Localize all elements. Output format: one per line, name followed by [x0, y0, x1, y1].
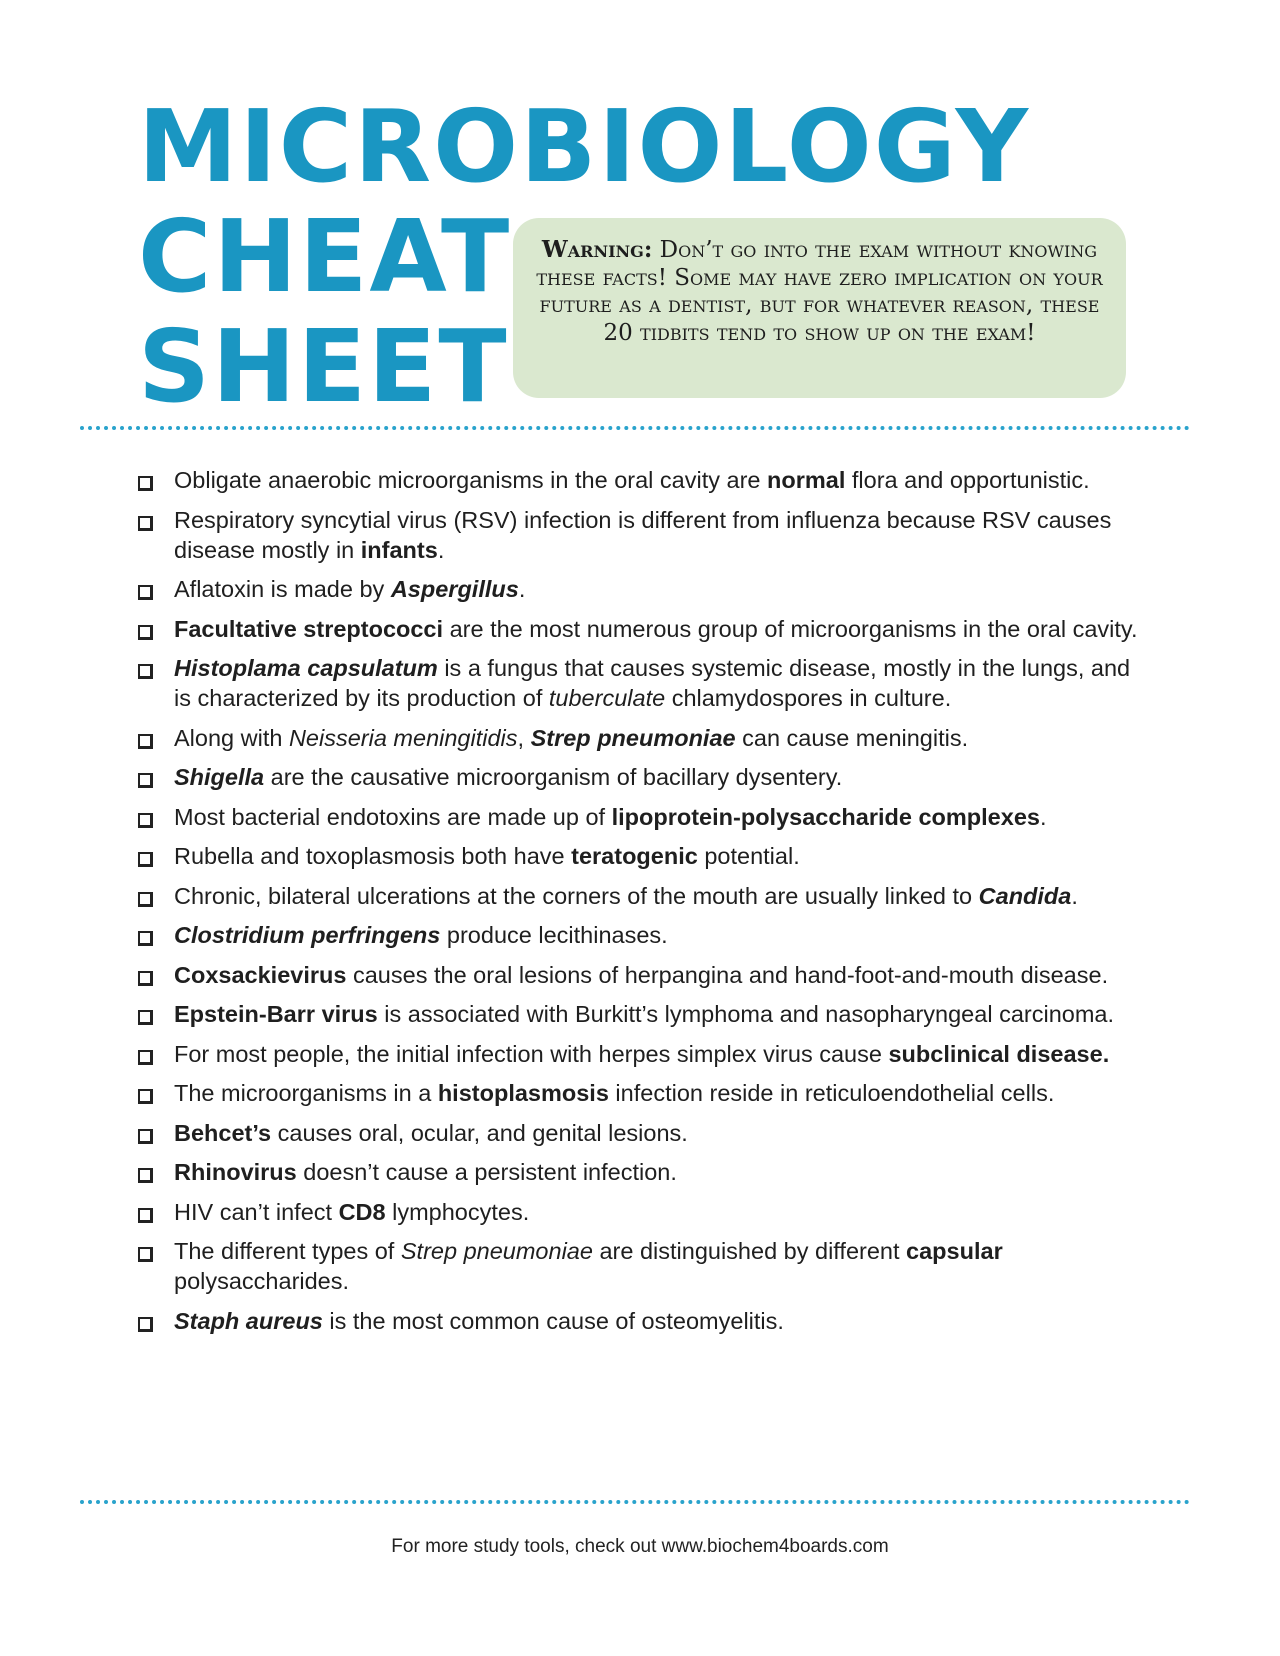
fact-run: are the most numerous group of microorganisms in the oral cavity.: [443, 615, 1138, 642]
fact-run: .: [518, 576, 526, 602]
fact-text: [174, 507, 1111, 563]
fact-emphasis: Histoplama capsulatum: [174, 655, 438, 681]
fact-text: [174, 1238, 1003, 1294]
facts-checklist: [136, 465, 1146, 1345]
checkbox-icon[interactable]: [138, 852, 153, 867]
fact-text: [174, 1001, 1114, 1027]
fact-run: Rubella and toxoplasmosis both have: [174, 843, 572, 869]
checkbox-icon[interactable]: [138, 773, 153, 788]
fact-text: [174, 576, 525, 602]
fact-emphasis: capsular: [906, 1238, 1003, 1264]
title-line-cheat: CHEAT: [138, 198, 512, 315]
fact-run: .: [1039, 803, 1047, 830]
fact-text: [174, 467, 1090, 493]
footer-study-tools: For more study tools, check out www.biochem4boards.com: [391, 1536, 889, 1557]
fact-emphasis: Facultative streptococci: [174, 615, 444, 642]
fact-text: [174, 1159, 677, 1185]
fact-item: [136, 614, 1146, 644]
fact-run: is the most common cause of osteomyelitis.: [322, 1307, 784, 1334]
fact-run: is a fungus that causes systemic disease, mostly in the lungs, and is characterized by its production of: [174, 655, 1131, 711]
fact-run: .: [1071, 882, 1078, 909]
fact-run: .: [437, 536, 445, 563]
checkbox-icon[interactable]: [138, 734, 153, 749]
fact-text: [174, 883, 1078, 909]
fact-emphasis: Epstein-Barr virus: [174, 1001, 378, 1027]
fact-emphasis: Candida: [978, 882, 1072, 909]
fact-emphasis: Staph aureus: [174, 1307, 323, 1334]
bottom-divider: [80, 1500, 1190, 1504]
fact-text: [174, 843, 800, 869]
fact-run: HIV can’t infect: [174, 1198, 339, 1225]
fact-run: Respiratory syncytial virus (RSV) infection is different from influenza because RSV causes disease mostly in: [174, 506, 1112, 563]
checkbox-icon[interactable]: [138, 664, 153, 679]
title-line-sheet: SHEET: [138, 308, 509, 425]
fact-text: [174, 922, 668, 948]
fact-item: [136, 723, 1146, 753]
fact-emphasis: lipoprotein-polysaccharide complexes: [611, 803, 1040, 830]
fact-item: [136, 1118, 1146, 1148]
fact-item: [136, 574, 1146, 604]
checkbox-icon[interactable]: [138, 625, 153, 640]
checkbox-icon[interactable]: [138, 1089, 153, 1104]
fact-emphasis: subclinical disease.: [888, 1040, 1110, 1067]
checkbox-icon[interactable]: [138, 516, 153, 531]
fact-emphasis: Aspergillus: [390, 576, 519, 602]
fact-text: [174, 616, 1137, 642]
fact-run: are the causative microorganism of bacillary dysentery.: [264, 764, 843, 790]
fact-run: Obligate anaerobic microorganisms in the oral cavity are: [174, 467, 767, 493]
checkbox-icon[interactable]: [138, 1010, 153, 1025]
fact-item: [136, 1039, 1146, 1069]
fact-text: [174, 1308, 784, 1334]
fact-item: [136, 1236, 1146, 1296]
warning-callout: [513, 218, 1126, 398]
fact-emphasis: Rhinovirus: [174, 1159, 297, 1185]
fact-run: infection reside in reticuloendothelial cells.: [608, 1080, 1055, 1106]
fact-item: [136, 802, 1146, 832]
fact-item: [136, 653, 1146, 713]
fact-emphasis: normal: [767, 467, 846, 493]
fact-item: [136, 841, 1146, 871]
checkbox-icon[interactable]: [138, 1050, 153, 1065]
fact-text: [174, 1199, 529, 1225]
checkbox-icon[interactable]: [138, 931, 153, 946]
fact-item: [136, 920, 1146, 950]
fact-emphasis: tuberculate: [548, 685, 666, 711]
fact-run: flora and opportunistic.: [845, 467, 1090, 493]
fact-emphasis: CD8: [338, 1198, 386, 1225]
fact-item: [136, 881, 1146, 911]
checkbox-icon[interactable]: [138, 1247, 153, 1262]
fact-run: doesn’t cause a persistent infection.: [296, 1159, 677, 1185]
title-line-microbiology: MICROBIOLOGY: [138, 88, 1031, 205]
fact-run: Along with: [174, 724, 289, 751]
checkbox-icon[interactable]: [138, 971, 153, 986]
fact-emphasis: Coxsackievirus: [174, 961, 347, 988]
checkbox-icon[interactable]: [138, 585, 153, 600]
fact-run: potential.: [697, 843, 800, 869]
fact-item: [136, 960, 1146, 990]
fact-text: [174, 1080, 1054, 1106]
fact-text: [174, 725, 968, 751]
fact-emphasis: Shigella: [174, 764, 265, 790]
checkbox-icon[interactable]: [138, 813, 153, 828]
fact-emphasis: infants: [360, 536, 438, 563]
fact-item: [136, 1078, 1146, 1108]
fact-run: Chronic, bilateral ulcerations at the corners of the mouth are usually linked to: [174, 882, 979, 909]
top-divider: [80, 426, 1190, 430]
fact-item: [136, 999, 1146, 1029]
fact-run: The different types of: [174, 1238, 401, 1264]
fact-text: [174, 764, 842, 790]
fact-run: can cause meningitis.: [735, 724, 969, 751]
fact-text: [174, 962, 1108, 988]
fact-run: causes the oral lesions of herpangina and hand-foot-and-mouth disease.: [346, 961, 1109, 988]
checkbox-icon[interactable]: [138, 1168, 153, 1183]
checkbox-icon[interactable]: [138, 1317, 153, 1332]
fact-text: [174, 655, 1130, 711]
checkbox-icon[interactable]: [138, 1208, 153, 1223]
fact-run: ,: [517, 724, 531, 751]
fact-item: [136, 465, 1146, 495]
fact-item: [136, 1157, 1146, 1187]
fact-text: [174, 804, 1047, 830]
checkbox-icon[interactable]: [138, 476, 153, 491]
fact-run: chlamydospores in culture.: [665, 685, 952, 711]
fact-run: polysaccharides.: [174, 1268, 350, 1294]
fact-emphasis: teratogenic: [571, 843, 698, 869]
fact-run: causes oral, ocular, and genital lesions.: [271, 1119, 688, 1146]
fact-run: lymphocytes.: [385, 1198, 530, 1225]
fact-emphasis: Clostridium perfringens: [174, 922, 441, 948]
checkbox-icon[interactable]: [138, 892, 153, 907]
fact-item: [136, 1197, 1146, 1227]
fact-emphasis: Strep pneumoniae: [400, 1238, 593, 1264]
fact-item: [136, 505, 1146, 565]
warning-label: Warning:: [541, 236, 653, 263]
fact-run: For most people, the initial infection with herpes simplex virus cause: [174, 1040, 889, 1067]
fact-emphasis: Behcet’s: [174, 1119, 272, 1146]
fact-text: [174, 1041, 1109, 1067]
fact-run: are distinguished by different: [592, 1238, 907, 1264]
fact-item: [136, 1306, 1146, 1336]
fact-emphasis: Neisseria meningitidis: [288, 724, 518, 751]
fact-run: Aflatoxin is made by: [174, 576, 391, 602]
fact-run: produce lecithinases.: [440, 922, 668, 948]
checkbox-icon[interactable]: [138, 1129, 153, 1144]
fact-run: Most bacterial endotoxins are made up of: [174, 803, 612, 830]
fact-text: [174, 1120, 688, 1146]
warning-text: Don’t go into the exam without knowing these facts! Some may have zero implication on your future as a dentist, but for whatever reason, these 20 tidbits tend to show up on the exam!: [536, 237, 1103, 346]
fact-emphasis: Strep pneumoniae: [530, 724, 736, 751]
fact-item: [136, 762, 1146, 792]
fact-emphasis: histoplasmosis: [437, 1080, 609, 1106]
fact-run: The microorganisms in a: [174, 1080, 438, 1106]
fact-run: is associated with Burkitt’s lymphoma and nasopharyngeal carcinoma.: [377, 1001, 1115, 1027]
